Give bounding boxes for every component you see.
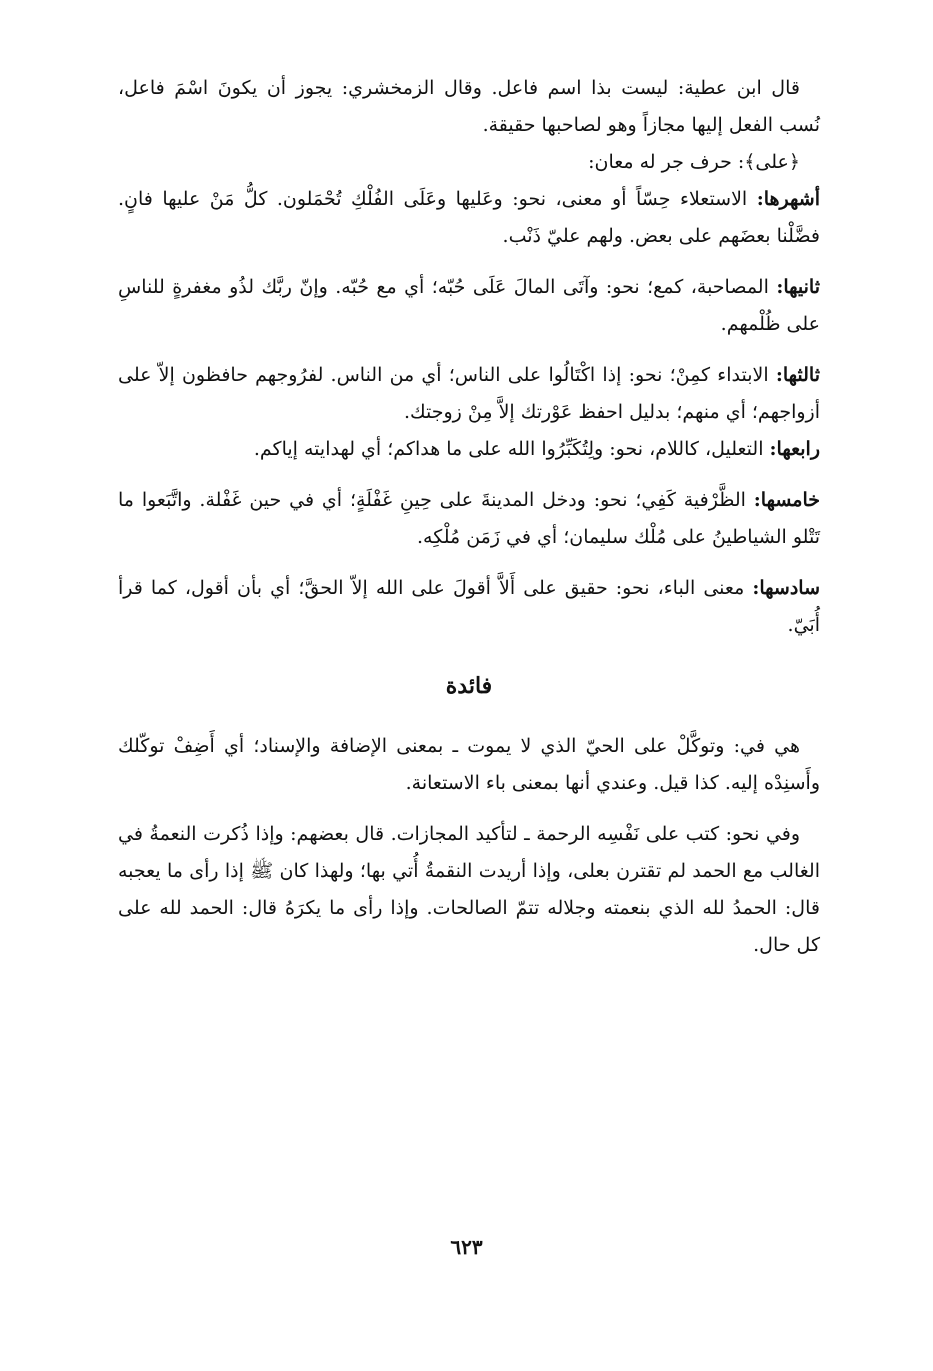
- meaning-text: الابتداء كمِنْ؛ نحو: إذا اكْتَالُوا على الناس؛ أي من الناس. لفرُوجهم حافظون إلاّ على أزواجهم؛ أي منهم؛ بدليل احفظ عَوْرتك إلاَّ مِنْ زوجتك.: [118, 364, 820, 423]
- page-number: ٦٢٣: [450, 1235, 483, 1259]
- meaning-label: أشهرها:: [756, 188, 820, 210]
- meaning-text: الاستعلاء حِسّاً أو معنى، نحو: وعَليها وعَلَى الفُلْكِ تُحْمَلون. كلُّ مَنْ عليها فانٍ. فضَّلْنا بعضَهم على بعض. ولهم عليّ ذَنْب.: [118, 188, 820, 247]
- paragraph-text: وفي نحو: كتب على نَفْسِه الرحمة ـ لتأكيد المجازات. قال بعضهم: وإذا ذُكرت النعمةُ في الغالب مع الحمد لم تقترن بعلى، وإذا أريدت النقمةُ أُتي بها؛ ولهذا كان ﷺ إذا رأى ما يعجبه قال: الحمدُ لله الذي بنعمته وجلاله تتمّ الصالحات. وإذا رأى ما يكرَهُ قال: الحمد لله على كل حال.: [118, 823, 820, 956]
- meaning-text: معنى الباء، نحو: حقيق على أَلاَّ أقولَ على الله إلاّ الحقَّ؛ أي بأن أقول، كما قرأ أُبَيّ.: [118, 577, 820, 636]
- paragraph-ala-definition: [118, 144, 820, 181]
- meaning-label: ثانيها:: [776, 276, 820, 298]
- meaning-fourth: [118, 431, 820, 468]
- section-heading: فائدة: [445, 673, 493, 699]
- meaning-text: المصاحبة، كمع؛ نحو: وآتَى المالَ عَلَى حُبّه؛ أي مع حُبّه. وإنّ ربَّك لذُو مغفرةٍ للناسِ على ظُلْمهم.: [118, 276, 820, 335]
- meaning-first: [118, 181, 820, 255]
- meaning-sixth: [118, 570, 820, 644]
- page-body: [118, 70, 820, 964]
- meaning-label: خامسها:: [753, 489, 820, 511]
- meaning-label: ثالثها:: [775, 364, 820, 386]
- paragraph-text: ﴿على﴾: حرف جر له معان:: [588, 151, 800, 173]
- paragraph-nima: [118, 816, 820, 964]
- paragraph-text: قال ابن عطية: ليست بذا اسم فاعل. وقال الزمخشري: يجوز أن يكونَ اسْمَ فاعل، نُسب الفعل إليها مجازاً وهو لصاحبها حقيقة.: [118, 77, 820, 136]
- meaning-text: التعليل، كاللام، نحو: ولِتُكَبِّرُوا الله على ما هداكم؛ أي لهدايته إياكم.: [253, 438, 764, 460]
- paragraph-ibn-atiyya: [118, 70, 820, 144]
- meaning-label: سادسها:: [752, 577, 820, 599]
- meaning-second: [118, 269, 820, 343]
- meaning-label: رابعها:: [769, 438, 820, 460]
- meaning-fifth: [118, 482, 820, 556]
- paragraph-text: هي في: وتوكَّلْ على الحيّ الذي لا يموت ـ بمعنى الإضافة والإسناد؛ أي أَضِفْ توكّلك وأَسنِدْه إليه. كذا قيل. وعندي أنها بمعنى باء الاستعانة.: [118, 735, 820, 794]
- meaning-third: [118, 357, 820, 431]
- paragraph-tawakkul: [118, 728, 820, 802]
- meaning-text: الظَّرْفية كَفِي؛ نحو: ودخل المدينةَ على حِينِ غَفْلَةٍ؛ أي في حين غَفْلة. واتَّبَعوا ما تَتْلو الشياطينُ على مُلْك سليمان؛ أي في زَمَن مُلْكِه.: [118, 489, 820, 548]
